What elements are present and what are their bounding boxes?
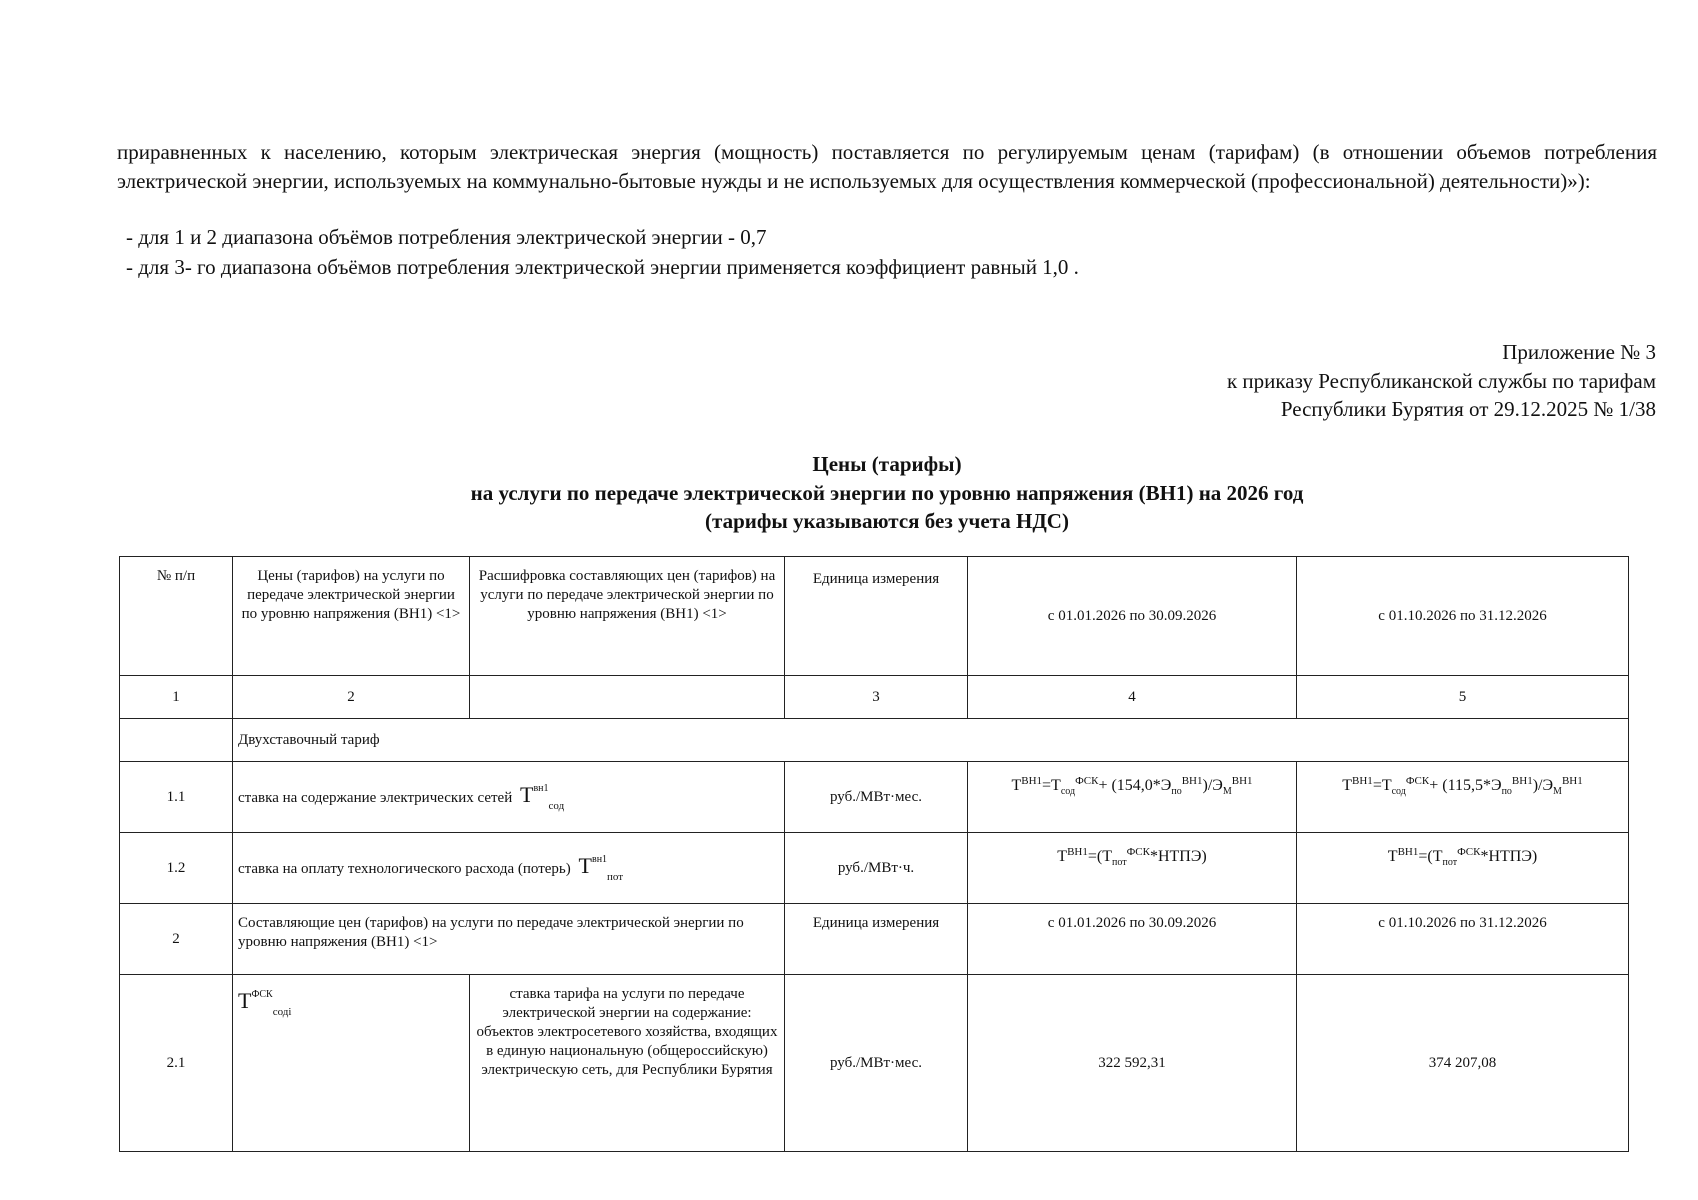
row-number: 2 — [120, 904, 233, 975]
column-number: 4 — [968, 676, 1297, 719]
row-label: Составляющие цен (тарифов) на услуги по передаче электрической энергии по уровню напряжения (ВН1) <1> — [233, 904, 785, 975]
row-label-cell — [233, 762, 785, 833]
document-title — [117, 450, 1657, 536]
column-number-row — [120, 676, 1629, 719]
formula-period-2: $Т^{ВН1}=(Т_{пот}^{ФСК}*НТПЭ)$ — [1297, 833, 1629, 904]
title-line-2: на услуги по передаче электрической энергии по уровню напряжения (ВН1) на 2026 год — [470, 480, 1304, 505]
column-number: 3 — [785, 676, 968, 719]
column-number: 5 — [1297, 676, 1629, 719]
header-decoding: Расшифровка составляющих цен (тарифов) на услуги по передаче электрической энергии по уровню напряжения (ВН1) <1> — [470, 557, 785, 676]
row-number: 1.2 — [120, 833, 233, 904]
row-period-2: с 01.10.2026 по 31.12.2026 — [1297, 904, 1629, 975]
formula-period-2: $Т^{ВН1}=Т_{сод}^{ФСК}+ (115,5*Э_{по}^{ВН1})/Э_М^{ВН1}$ — [1297, 762, 1629, 833]
table-row-1-2 — [120, 833, 1629, 904]
row-label: ставка на содержание электрических сетей — [238, 789, 513, 806]
appendix-line-3: Республики Бурятия от 29.12.2025 № 1/38 — [1280, 397, 1656, 421]
table-row-1-1 — [120, 762, 1629, 833]
tariff-symbol: $Т^{ФСК}_{содi}$ — [238, 988, 292, 1018]
section-label: Двухставочный тариф — [233, 719, 1629, 762]
intro-paragraph: приравненных к населению, которым электрическая энергия (мощность) поставляется по регулируемым ценам (тарифам) (в отношении объемов потребления электрической энергии, используемых на коммунально-бытовые нужды и не используемых для осуществления коммерческой (профессиональной) деятельности)»): — [117, 140, 1657, 193]
table-header-row — [120, 557, 1629, 676]
tariff-table — [119, 556, 1629, 1152]
section-row-two-part — [120, 719, 1629, 762]
tariff-symbol: $Т^{вн1}_{пот}$ — [578, 852, 624, 883]
header-prices: Цены (тарифов) на услуги по передаче электрической энергии по уровню напряжения (ВН1) <1> — [233, 557, 470, 676]
row-value-1: 322 592,31 — [968, 975, 1297, 1152]
title-line-3: (тарифы указываются без учета НДС) — [705, 509, 1069, 533]
row-label-cell — [233, 833, 785, 904]
column-number: 2 — [233, 676, 470, 719]
row-unit: руб./МВт·мес. — [785, 975, 968, 1152]
tariff-symbol-cell — [233, 975, 470, 1152]
bullet-range-3: - для 3- го диапазона объёмов потребления электрической энергии применяется коэффициент равный 1,0 . — [126, 255, 1079, 279]
title-line-1: Цены (тарифы) — [812, 452, 962, 476]
row-number: 2.1 — [120, 975, 233, 1152]
table-row-2 — [120, 904, 1629, 975]
row-number: 1.1 — [120, 762, 233, 833]
header-period-1: с 01.01.2026 по 30.09.2026 — [968, 557, 1297, 676]
formula-period-1: $Т^{ВН1}=(Т_{пот}^{ФСК}*НТПЭ)$ — [968, 833, 1297, 904]
column-number — [470, 676, 785, 719]
row-unit: руб./МВт·ч. — [785, 833, 968, 904]
appendix-line-2: к приказу Республиканской службы по тарифам — [1226, 368, 1656, 393]
row-value-2: 374 207,08 — [1297, 975, 1629, 1152]
appendix-line-1: Приложение № 3 — [1502, 340, 1656, 364]
section-empty-cell — [120, 719, 233, 762]
header-num: № п/п — [120, 557, 233, 676]
column-number: 1 — [120, 676, 233, 719]
row-period-1: с 01.01.2026 по 30.09.2026 — [968, 904, 1297, 975]
appendix-block — [1227, 338, 1656, 424]
row-description: ставка тарифа на услуги по передаче электрической энергии на содержание: объектов электросетевого хозяйства, входящих в единую национальную (общероссийскую) электрическую сеть, для Республики Бурятия — [470, 975, 785, 1152]
header-unit: Единица измерения — [785, 557, 968, 676]
tariff-symbol: $Т^{вн1}_{сод}$ — [520, 781, 565, 812]
formula-period-1: $Т^{ВН1}=Т_{сод}^{ФСК}+ (154,0*Э_{по}^{ВН1})/Э_М^{ВН1}$ — [968, 762, 1297, 833]
header-period-2: с 01.10.2026 по 31.12.2026 — [1297, 557, 1629, 676]
table-row-2-1 — [120, 975, 1629, 1152]
row-unit: руб./МВт·мес. — [785, 762, 968, 833]
row-label: ставка на оплату технологического расхода (потерь) — [238, 860, 571, 877]
row-unit: Единица измерения — [785, 904, 968, 975]
bullet-range-1-2: - для 1 и 2 диапазона объёмов потребления электрической энергии - 0,7 — [126, 225, 767, 249]
